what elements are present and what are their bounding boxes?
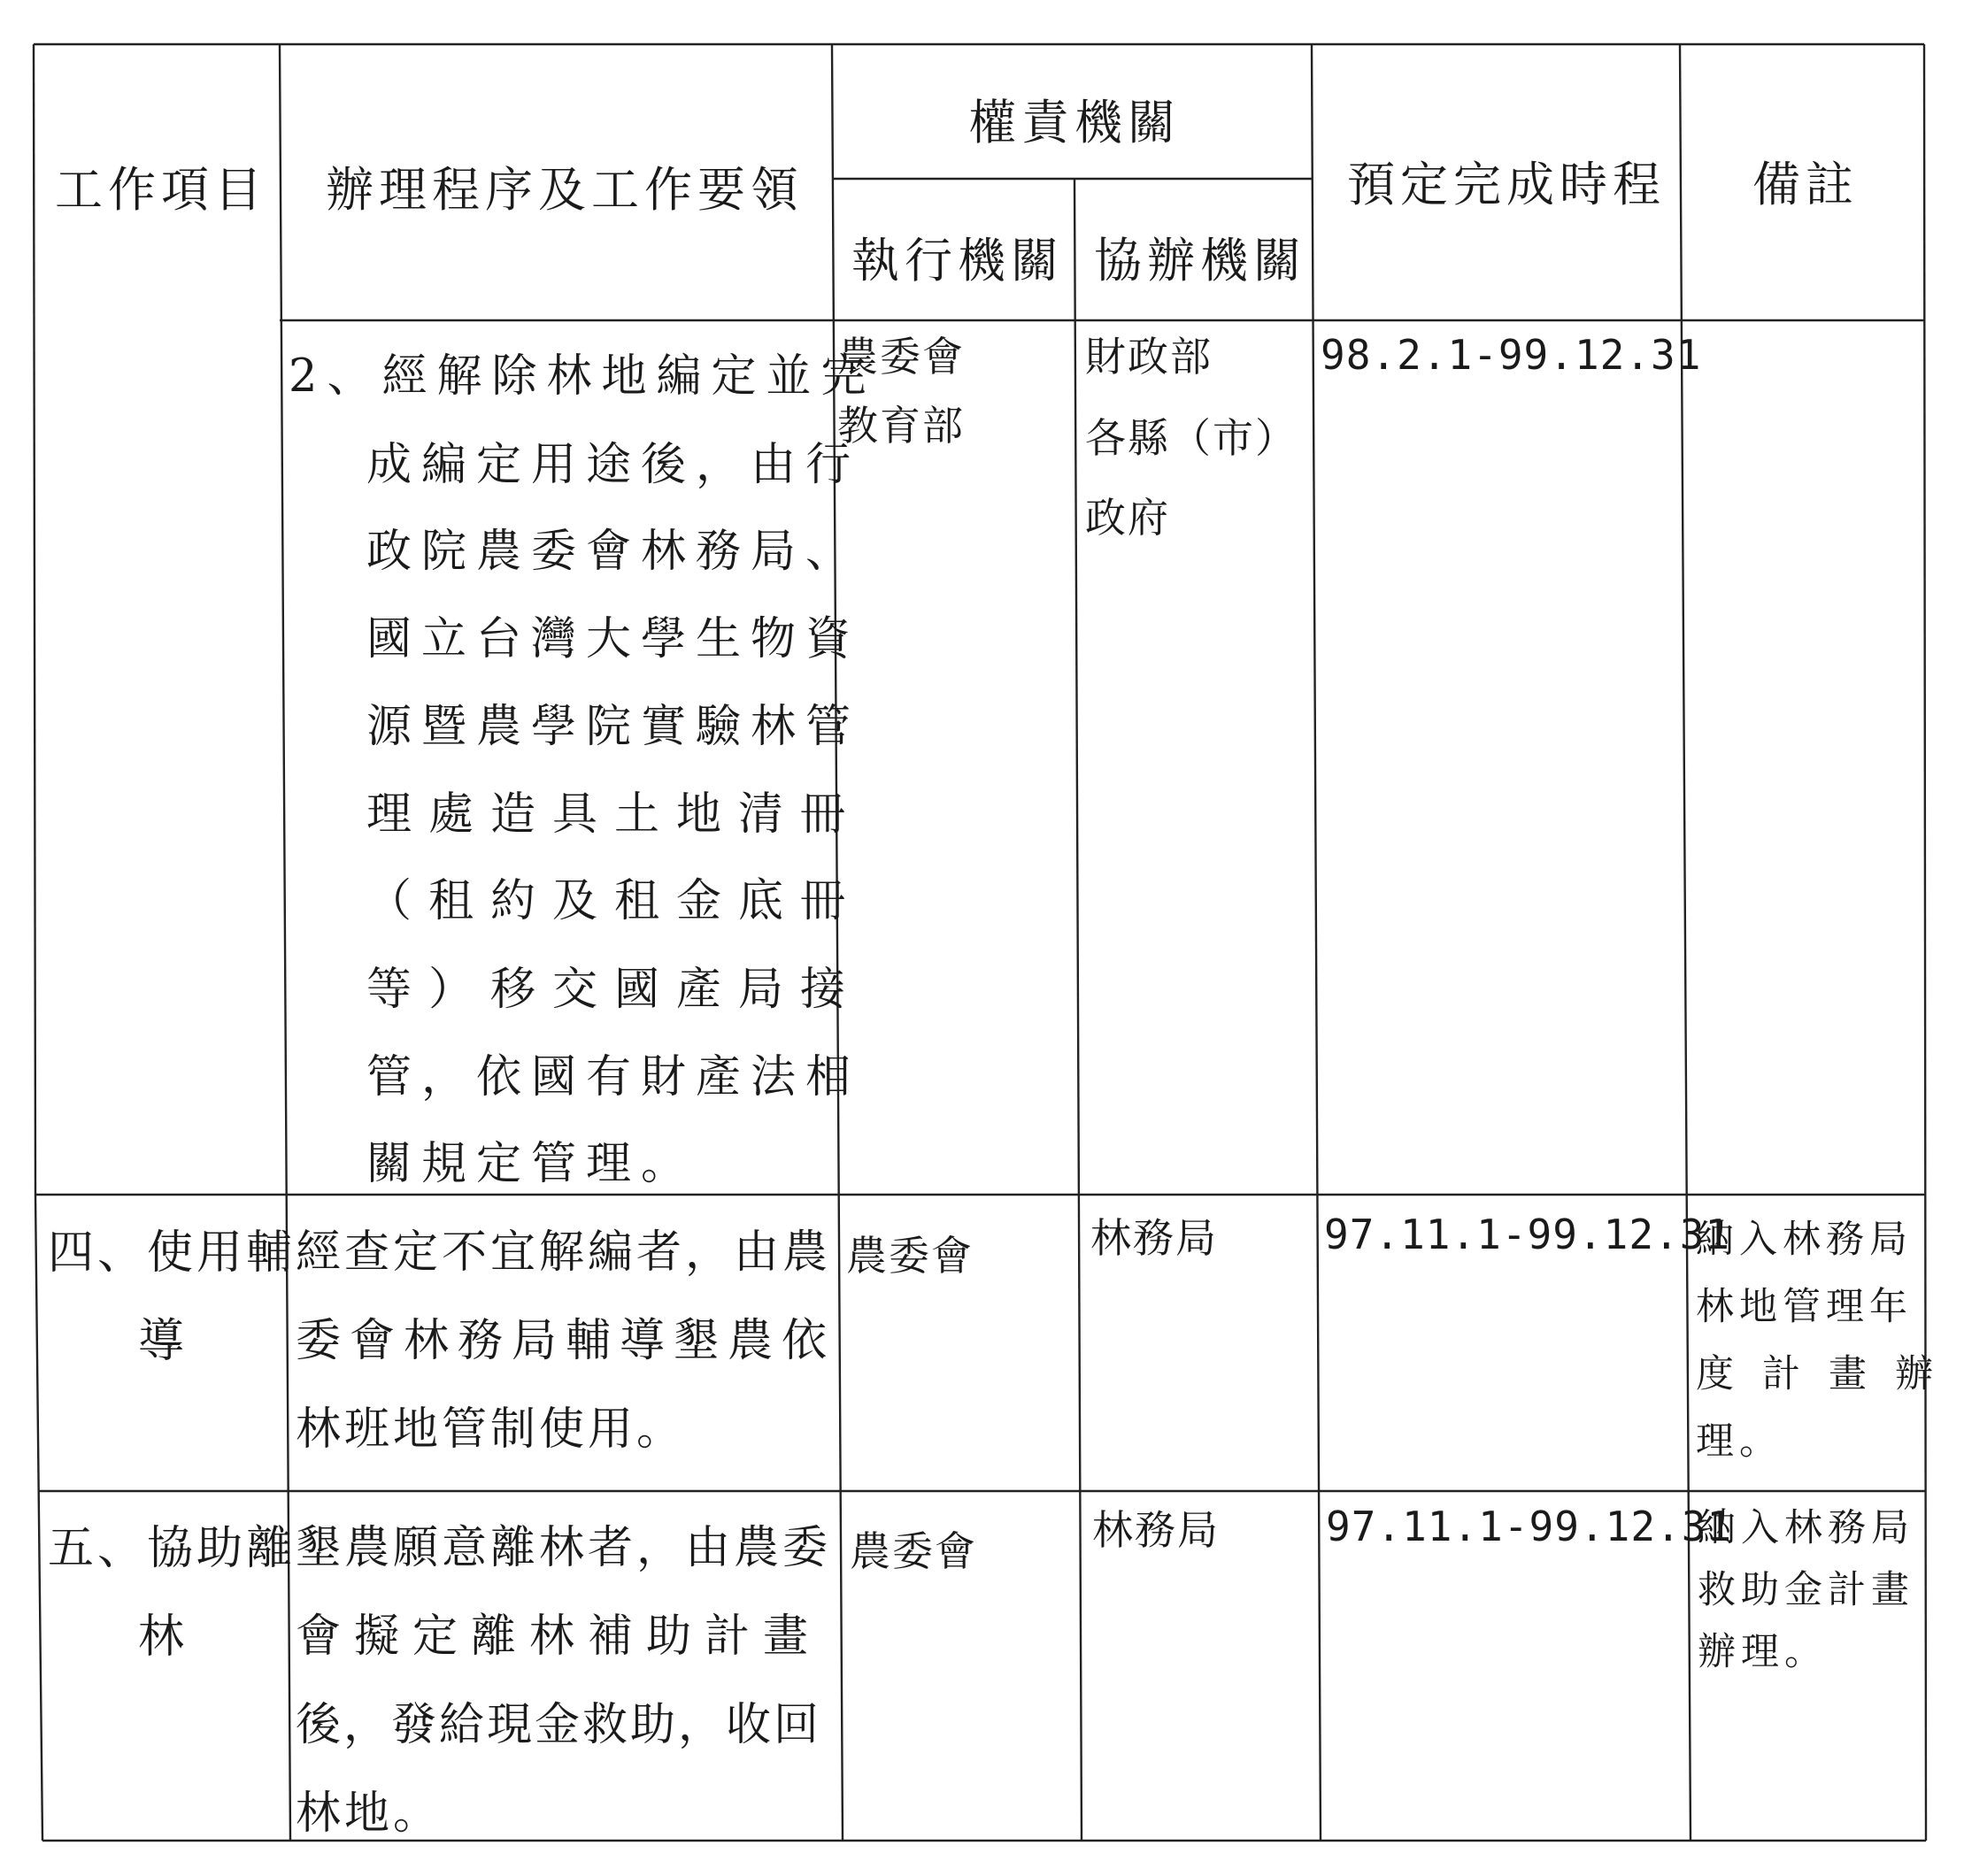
procedure-line: 林地。 xyxy=(296,1788,443,1840)
procedure-line: 2、經解除林地編定並完 xyxy=(289,350,876,403)
procedure-line: （租約及租金底冊 xyxy=(366,875,863,927)
assisting-agency: 林務局 xyxy=(1092,1506,1220,1554)
schedule-value: 97.11.1-99.12.31 xyxy=(1324,1211,1731,1258)
remark-line: 理。 xyxy=(1696,1419,1783,1464)
header-remarks: 備註 xyxy=(1752,157,1859,212)
procedure-line: 政院農委會林務局、 xyxy=(366,526,861,578)
header-authority: 權責機關 xyxy=(968,95,1181,150)
assisting-agency: 財政部 xyxy=(1085,333,1213,381)
remark-line: 度計畫辦 xyxy=(1696,1352,1961,1396)
assisting-agency: 各縣（市） xyxy=(1085,414,1298,462)
header-executing: 執行機關 xyxy=(851,233,1064,288)
schedule-value: 98.2.1-99.12.31 xyxy=(1321,331,1702,379)
header-work-item: 工作項目 xyxy=(55,162,267,218)
procedure-line: 會擬定離林補助計畫 xyxy=(296,1611,822,1663)
executing-agency: 農委會 xyxy=(846,1232,974,1280)
work-item: 林 xyxy=(138,1611,185,1664)
remark-line: 辦理。 xyxy=(1698,1630,1828,1674)
assisting-agency: 政府 xyxy=(1085,494,1170,542)
procedure-line: 後，發給現金救助，收回 xyxy=(296,1699,822,1751)
header-procedure: 辦理程序及工作要領 xyxy=(326,162,804,218)
remark-line: 納入林務局 xyxy=(1696,1218,1913,1262)
procedure-line: 委會林務局輔導墾農依 xyxy=(296,1315,836,1367)
procedure-line: 管，依國有財產法相 xyxy=(366,1051,861,1103)
remark-line: 救助金計畫 xyxy=(1698,1568,1914,1612)
schedule-value: 97.11.1-99.12.31 xyxy=(1326,1503,1733,1550)
procedure-line: 國立台灣大學生物資 xyxy=(366,613,861,665)
work-item: 導 xyxy=(138,1315,185,1368)
assisting-agency: 林務局 xyxy=(1090,1214,1218,1262)
procedure-line: 經查定不宜解編者，由農 xyxy=(296,1226,832,1279)
work-item: 四、使用輔 xyxy=(48,1226,297,1280)
procedure-line: 成編定用途後，由行 xyxy=(366,439,861,491)
work-item: 五、協助離 xyxy=(48,1522,297,1575)
header-schedule: 預定完成時程 xyxy=(1347,157,1666,212)
executing-agency: 農委會 xyxy=(837,333,965,381)
executing-agency: 教育部 xyxy=(837,402,965,450)
remark-line: 林地管理年 xyxy=(1696,1285,1913,1329)
procedure-line: 林班地管制使用。 xyxy=(296,1403,686,1456)
executing-agency: 農委會 xyxy=(850,1527,977,1575)
procedure-line: 關規定管理。 xyxy=(366,1138,697,1190)
procedure-line: 等）移交國產局接 xyxy=(366,964,863,1016)
remark-line: 納入林務局 xyxy=(1698,1506,1914,1550)
header-assisting: 協辦機關 xyxy=(1094,233,1306,288)
procedure-line: 理處造具土地清冊 xyxy=(366,788,863,841)
procedure-line: 源暨農學院實驗林管 xyxy=(366,701,861,753)
procedure-line: 墾農願意離林者，由農委 xyxy=(296,1522,832,1574)
